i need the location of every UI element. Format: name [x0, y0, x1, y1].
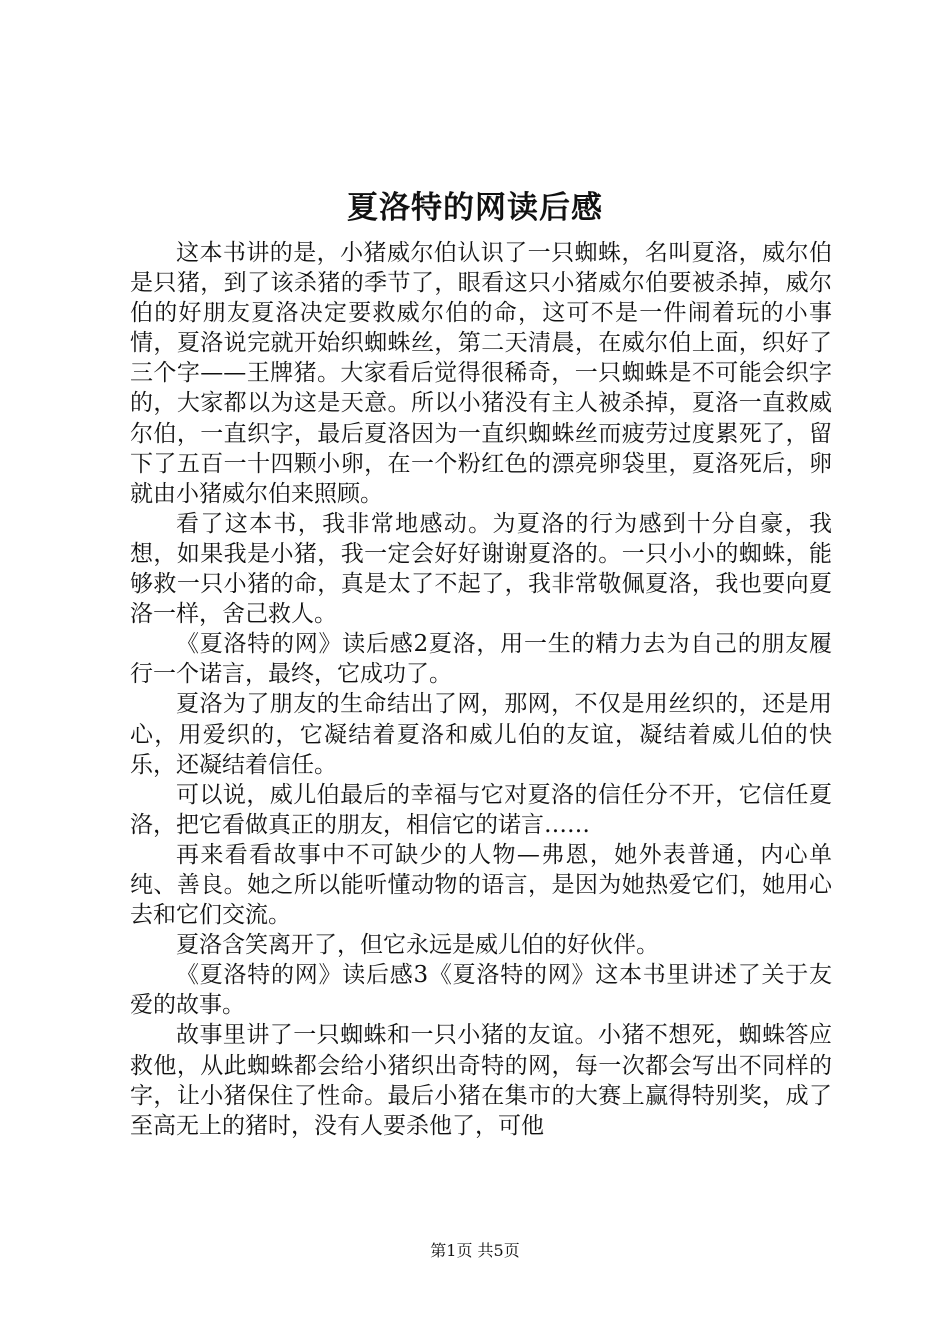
paragraph: 《夏洛特的网》读后感3《夏洛特的网》这本书里讲述了关于友爱的故事。: [130, 962, 832, 1019]
paragraph: 夏洛为了朋友的生命结出了网，那网，不仅是用丝织的，还是用心，用爱织的，它凝结着夏洛和威儿伯的友谊，凝结着威儿伯的快乐，还凝结着信任。: [130, 691, 832, 778]
document-body: [130, 238, 832, 1141]
paragraph: 故事里讲了一只蜘蛛和一只小猪的友谊。小猪不想死，蜘蛛答应救他，从此蜘蛛都会给小猪织出奇特的网，每一次都会写出不同样的字，让小猪保住了性命。最后小猪在集市的大赛上赢得特别奖，成了至高无上的猪时，没有人要杀他了，可他: [130, 1022, 832, 1139]
page-number-footer: 第1页 共5页: [430, 1241, 520, 1260]
paragraph: 可以说，威儿伯最后的幸福与它对夏洛的信任分不开，它信任夏洛，把它看做真正的朋友，相信它的诺言……: [130, 781, 832, 838]
paragraph: 再来看看故事中不可缺少的人物—弗恩，她外表普通，内心单纯、善良。她之所以能听懂动物的语言，是因为她热爱它们，她用心去和它们交流。: [130, 841, 832, 929]
document-title: 夏洛特的网读后感: [347, 190, 603, 226]
paragraph: 夏洛含笑离开了，但它永远是威儿伯的好伙伴。: [176, 932, 659, 959]
paragraph: 这本书讲的是，小猪威尔伯认识了一只蜘蛛，名叫夏洛，威尔伯是只猪，到了该杀猪的季节了，眼看这只小猪威尔伯要被杀掉，威尔伯的好朋友夏洛决定要救威尔伯的命，这可不是一件闹着玩的小事情，夏洛说完就开始织蜘蛛丝，第二天清晨，在威尔伯上面，织好了三个字——王牌猪。大家看后觉得很稀奇，一只蜘蛛是不可能会织字的，大家都以为这是天意。所以小猪没有主人被杀掉，夏洛一直救威尔伯，一直织字，最后夏洛因为一直织蜘蛛丝而疲劳过度累死了，留下了五百一十四颗小卵，在一个粉红色的漂亮卵袋里，夏洛死后，卵就由小猪威尔伯来照顾。: [130, 240, 832, 507]
paragraph: 《夏洛特的网》读后感2夏洛，用一生的精力去为自己的朋友履行一个诺言，最终，它成功了。: [130, 631, 832, 688]
paragraph: 看了这本书，我非常地感动。为夏洛的行为感到十分自豪，我想，如果我是小猪，我一定会好好谢谢夏洛的。一只小小的蜘蛛，能够救一只小猪的命，真是太了不起了，我非常敬佩夏洛，我也要向夏洛一样，舍己救人。: [130, 510, 832, 628]
